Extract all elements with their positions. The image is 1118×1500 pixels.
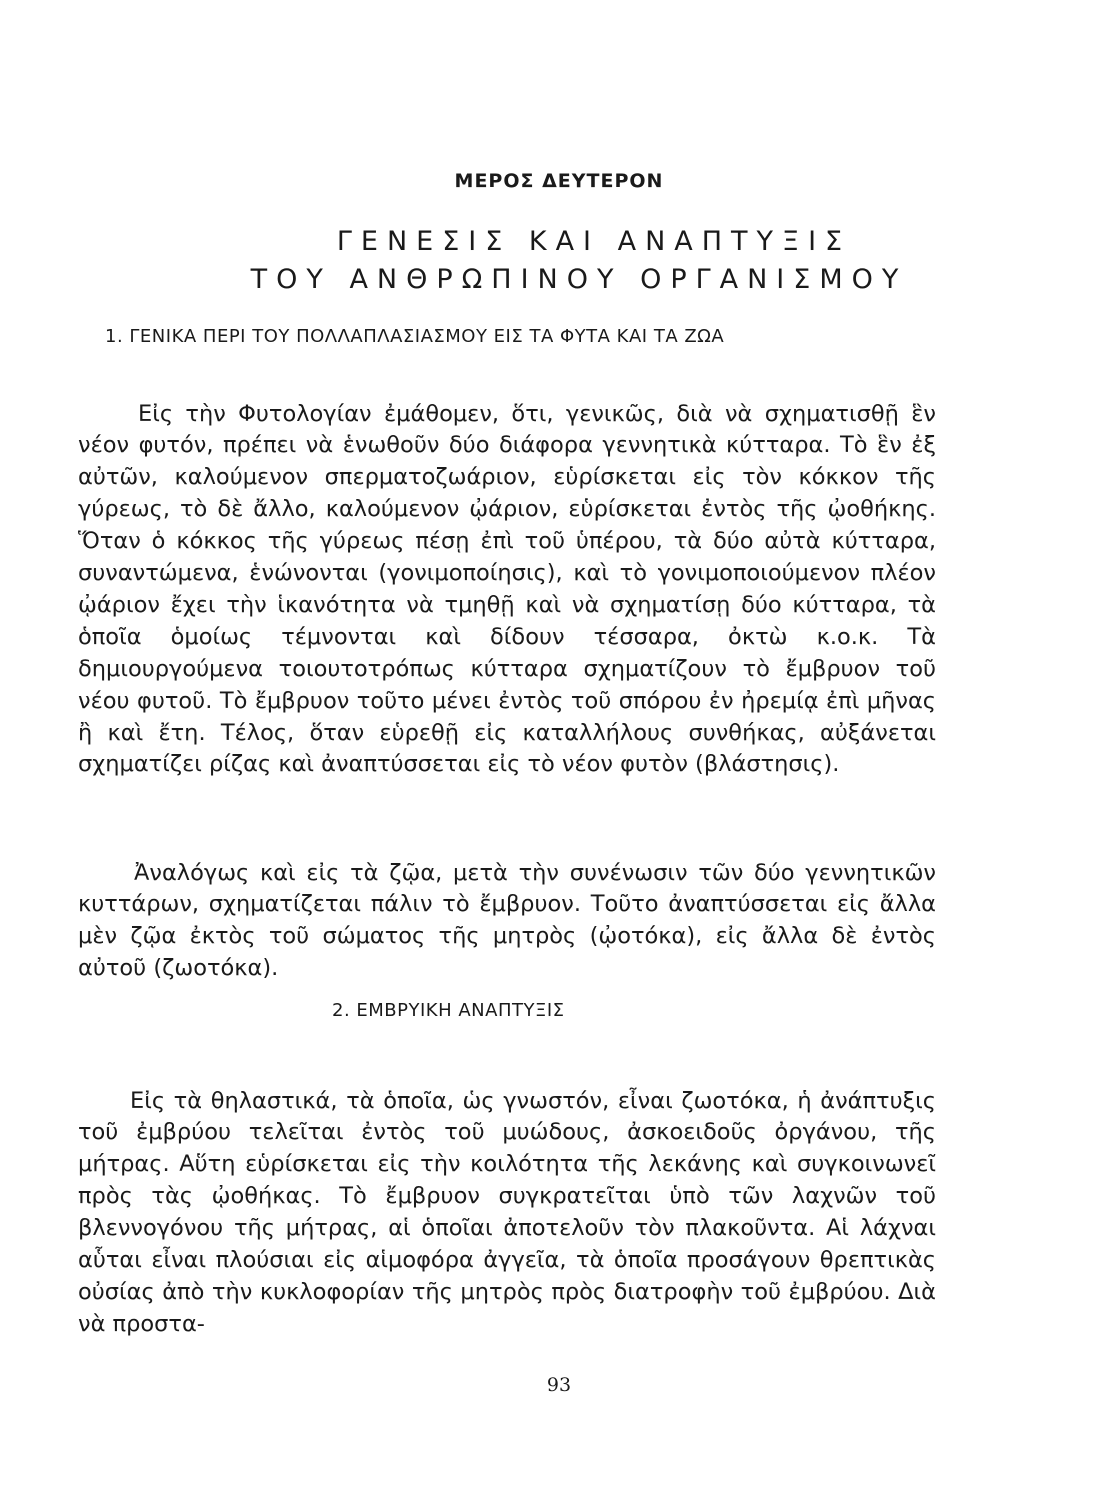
paragraph-embryonic-development: Εἰς τὰ θηλαστικά, τὰ ὁποῖα, ὡς γνωστόν, εἶναι ζωοτόκα, ἡ ἀνάπτυξις τοῦ ἐμβρύου τελεῖται ἐντὸς τοῦ μυώδους, ἀσκοειδοῦς ὀργάνου, τῆς μήτρας. Αὕτη εὑρίσκεται εἰς τὴν κοιλότητα τῆς λεκάνης καὶ συγκοινωνεῖ πρὸς τὰς ᾠοθήκας. Τὸ ἔμβρυον συγκρατεῖται ὑπὸ τῶν λαχνῶν τοῦ βλεννογόνου τῆς μήτρας, αἱ ὁποῖαι ἀποτελοῦν τὸν πλακοῦντα. Αἱ λάχναι αὗται εἶναι πλούσιαι εἰς αἱμοφόρα ἀγγεῖα, τὰ ὁποῖα προσάγουν θρεπτικὰς οὐσίας ἀπὸ τὴν κυκλοφορίαν τῆς μητρὸς πρὸς διατροφὴν τοῦ ἐμβρύου. Διὰ νὰ προστα- bbox=[78, 1087, 936, 1337]
section-heading-2: 2. ΕΜΒΡΥΙΚΗ ΑΝΑΠΤΥΞΙΣ bbox=[332, 1000, 565, 1021]
chapter-title-line-1: ΓΕΝΕΣΙΣ ΚΑΙ ΑΝΑΠΤΥΞΙΣ bbox=[336, 226, 852, 257]
page-number: 93 bbox=[546, 1374, 572, 1396]
chapter-title-line-2: ΤΟΥ ΑΝΘΡΩΠΙΝΟΥ ΟΡΓΑΝΙΣΜΟΥ bbox=[250, 264, 908, 295]
paragraph-plant-reproduction: Εἰς τὴν Φυτολογίαν ἐμάθομεν, ὅτι, γενικῶς, διὰ νὰ σχηματισθῇ ἓν νέον φυτόν, πρέπει νὰ ἑνωθοῦν δύο διάφορα γεννητικὰ κύτταρα. Τὸ ἓν ἐξ αὐτῶν, καλούμενον σπερματοζωάριον, εὑρίσκεται εἰς τὸν κόκκον τῆς γύρεως, τὸ δὲ ἄλλο, καλούμενον ᾠάριον, εὑρίσκεται ἐντὸς τῆς ᾠοθήκης. Ὅταν ὁ κόκκος τῆς γύρεως πέσῃ ἐπὶ τοῦ ὑπέρου, τὰ δύο αὐτὰ κύτταρα, συναντώμενα, ἑνώνονται (γονιμοποίησις), καὶ τὸ γονιμοποιούμενον πλέον ᾠάριον ἔχει τὴν ἱκανότητα νὰ τμηθῇ καὶ νὰ σχηματίσῃ δύο κύτταρα, τὰ ὁποῖα ὁμοίως τέμνονται καὶ δίδουν τέσσαρα, ὀκτὼ κ.ο.κ. Τὰ δημιουργούμενα τοιουτοτρόπως κύτταρα σχηματίζουν τὸ ἔμβρυον τοῦ νέου φυτοῦ. Τὸ ἔμβρυον τοῦτο μένει ἐντὸς τοῦ σπόρου ἐν ἠρεμίᾳ ἐπὶ μῆνας ἢ καὶ ἔτη. Τέλος, ὅταν εὑρεθῇ εἰς καταλλήλους συνθήκας, αὐξάνεται σχηματίζει ρίζας καὶ ἀναπτύσσεται εἰς τὸ νέον φυτὸν (βλάστησις). bbox=[78, 400, 936, 778]
part-title: ΜΕΡΟΣ ΔΕΥΤΕΡΟΝ bbox=[454, 170, 664, 192]
paragraph-animal-reproduction: Ἀναλόγως καὶ εἰς τὰ ζῷα, μετὰ τὴν συνένωσιν τῶν δύο γεννητικῶν κυττάρων, σχηματίζεται πάλιν τὸ ἔμβρυον. Τοῦτο ἀναπτύσσεται εἰς ἄλλα μὲν ζῷα ἐκτὸς τοῦ σώματος τῆς μητρὸς (ᾠοτόκα), εἰς ἄλλα δὲ ἐντὸς αὐτοῦ (ζωοτόκα). bbox=[78, 859, 936, 982]
section-heading-1: 1. ΓΕΝΙΚΑ ΠΕΡΙ ΤΟΥ ΠΟΛΛΑΠΛΑΣΙΑΣΜΟΥ ΕΙΣ ΤΑ ΦΥΤΑ ΚΑΙ ΤΑ ΖΩΑ bbox=[105, 326, 725, 347]
